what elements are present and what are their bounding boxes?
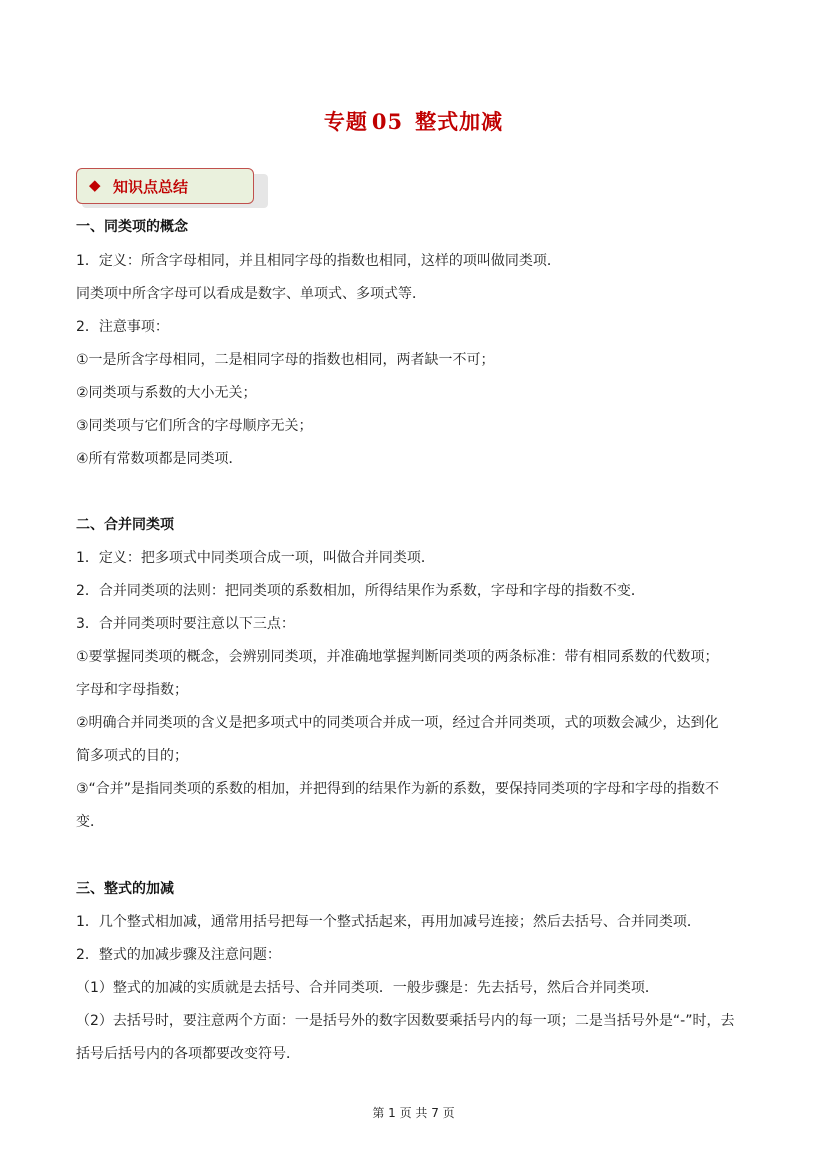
- section-1-line: 同类项中所含字母可以看成是数字、单项式、多项式等．: [76, 286, 426, 302]
- section-3-line: （1）整式的加减的实质就是去括号、合并同类项．一般步骤是：先去括号，然后合并同类项．: [76, 980, 659, 996]
- section-heading-1: 一、同类项的概念: [76, 219, 188, 235]
- section-2-line: 1．定义：把多项式中同类项合成一项，叫做合并同类项．: [76, 550, 435, 566]
- section-1-line: ④所有常数项都是同类项．: [76, 451, 243, 467]
- section-2-line: ②明确合并同类项的含义是把多项式中的同类项合并成一项，经过合并同类项，式的项数会减少，达到化: [76, 715, 719, 731]
- section-3-line: 2．整式的加减步骤及注意问题：: [76, 947, 281, 963]
- section-3-line: 1．几个整式相加减，通常用括号把每一个整式括起来，再用加减号连接；然后去括号、合并同类项．: [76, 914, 701, 930]
- section-2-line: ①要掌握同类项的概念，会辨别同类项，并准确地掌握判断同类项的两条标准：带有相同系数的代数项；: [76, 649, 719, 665]
- section-heading-3: 三、整式的加减: [76, 881, 174, 897]
- diamond-icon: ◆: [89, 176, 101, 194]
- badge-label: 知识点总结: [113, 178, 189, 196]
- section-2-line: 字母和字母指数；: [76, 682, 188, 698]
- section-1-line: ①一是所含字母相同，二是相同字母的指数也相同，两者缺一不可；: [76, 352, 495, 368]
- section-3-line: 括号后括号内的各项都要改变符号．: [76, 1046, 300, 1062]
- section-2-line: 3．合并同类项时要注意以下三点：: [76, 616, 295, 632]
- section-2-line: 变．: [76, 814, 104, 830]
- section-1-line: 2．注意事项：: [76, 319, 169, 335]
- section-1-line: ③同类项与它们所含的字母顺序无关；: [76, 418, 313, 434]
- section-heading-2: 二、合并同类项: [76, 517, 174, 533]
- title-prefix: 专题: [323, 109, 368, 134]
- page-title: [0, 106, 827, 136]
- section-3-line: （2）去括号时，要注意两个方面：一是括号外的数字因数要乘括号内的每一项；二是当括号外是“-”时，去: [76, 1013, 735, 1029]
- section-1-line: ②同类项与系数的大小无关；: [76, 385, 257, 401]
- knowledge-summary-badge: [76, 168, 254, 204]
- section-2-line: 简多项式的目的；: [76, 748, 188, 764]
- section-1-line: 1．定义：所含字母相同，并且相同字母的指数也相同，这样的项叫做同类项．: [76, 253, 561, 269]
- page-footer: 第 1 页 共 7 页: [372, 1106, 455, 1120]
- title-name: 整式加减: [415, 109, 504, 134]
- title-number: 05: [371, 109, 404, 134]
- section-2-line: ③“合并”是指同类项的系数的相加，并把得到的结果作为新的系数，要保持同类项的字母和字母的指数不: [76, 781, 720, 797]
- section-2-line: 2．合并同类项的法则：把同类项的系数相加，所得结果作为系数，字母和字母的指数不变．: [76, 583, 645, 599]
